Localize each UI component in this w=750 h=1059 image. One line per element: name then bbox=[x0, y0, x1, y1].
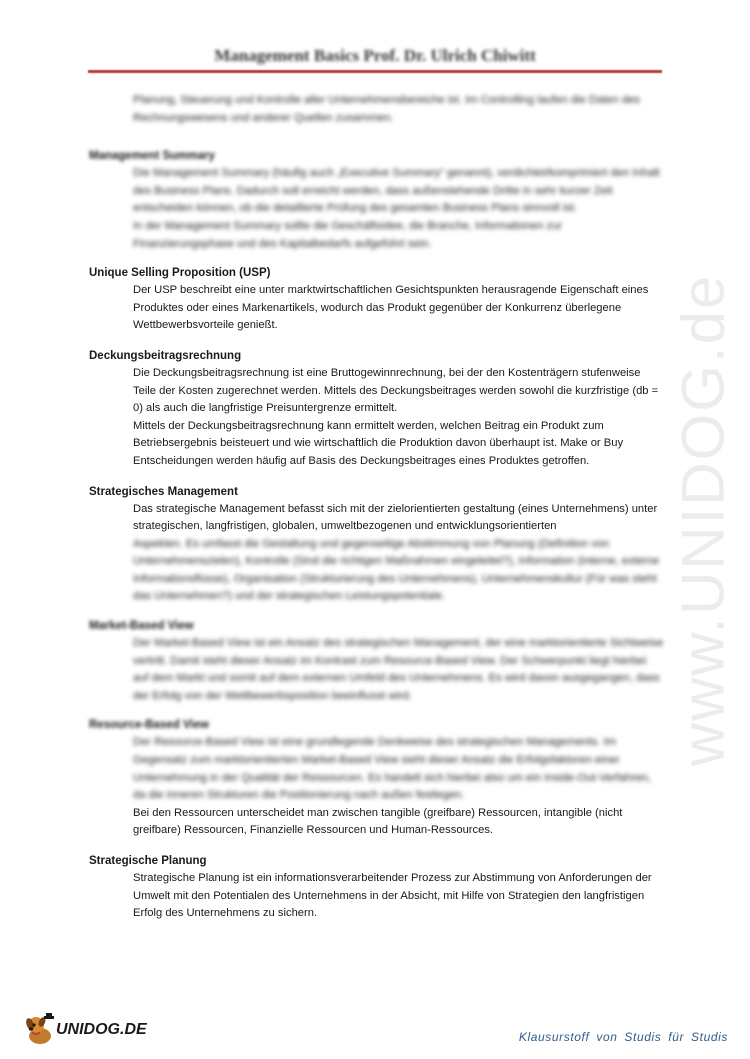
section-heading: Market-Based View bbox=[89, 620, 194, 633]
header-divider bbox=[88, 70, 662, 73]
section-resource-based-view bbox=[89, 717, 664, 840]
page-title: Management Basics Prof. Dr. Ulrich Chiwitt bbox=[214, 46, 536, 65]
dog-icon bbox=[22, 1012, 58, 1048]
document-body bbox=[89, 92, 664, 923]
section-heading: Unique Selling Proposition (USP) bbox=[89, 267, 271, 280]
section-controlling-continuation bbox=[89, 92, 664, 127]
paragraph: Die Deckungsbeitragsrechnung ist eine Bruttogewinnrechnung, bei der den Kostenträgern stufenweise Teile der Kosten zugerechnet werden. Mittels des Deckungsbeitrages werden sowohl die kurzfristige (db = 0) als auch die langfristige Preisuntergrenze ermittelt. bbox=[133, 366, 659, 415]
paragraph: Aspekten. Es umfasst die Gestaltung und gegenseitige Abstimmung von Planung (Definition von Unternehmenszielen), Kontrolle (Sind die richtigen Maßnahmen eingeleitet?), Information (interne, externe Informationsflüsse), Organisation (Strukturierung des Unternehmens), Unternehmenskultur (Für was steht das Unternehmen?) und der strategischen Leistungspotentiale. bbox=[133, 537, 660, 603]
paragraph: Bei den Ressourcen unterscheidet man zwischen tangible (greifbare) Ressourcen, intangible (nicht greifbare) Ressourcen, Finanzielle Ressourcen und Human-Ressources. bbox=[133, 806, 623, 837]
unidog-logo bbox=[22, 1012, 162, 1048]
paragraph: Die Management Summary (häufig auch „Executive Summary“ genannt), verdichtet/komprimiert den Inhalt des Business Plans. Dadurch soll erreicht werden, dass außenstehende Dritte in sehr kurzer Zeit entscheiden können, ob die detaillierte Prüfung des gesamten Business Plans sinnvoll ist. bbox=[133, 167, 660, 215]
section-heading: Strategisches Management bbox=[89, 485, 238, 498]
paragraph: Das strategische Management befasst sich mit der zielorientierten gestaltung (eines Unternehmens) unter strategischen, langfristigen, globalen, umweltbezogenen und entwicklungsorientierten bbox=[133, 502, 658, 533]
paragraph: Mittels der Deckungsbeitragsrechnung kann ermittelt werden, welchen Beitrag ein Produkt zum Betriebsergebnis beisteuert und wie wirtschaftlich die Produktion davon überhaupt ist. Make or Buy Entscheidungen werden häufig auf Basis des Deckungsbeitrages eines Produktes getroffen. bbox=[133, 419, 624, 467]
section-heading: Resource-Based View bbox=[89, 719, 209, 732]
section-market-based-view bbox=[89, 618, 664, 705]
section-heading: Management Summary bbox=[89, 150, 215, 163]
footer-slogan: Klausurstoff von Studis für Studis bbox=[518, 1030, 728, 1044]
section-strategische-planung bbox=[89, 853, 664, 923]
paragraph: Der USP beschreibt eine unter marktwirtschaftlichen Gesichtspunkten herausragende Eigenschaft eines Produktes oder eines Markenartikels, wodurch das Produkt gegenüber der Konkurrenz überlegene Wettbewerbsvorteile genießt. bbox=[133, 284, 649, 332]
section-management-summary bbox=[89, 148, 664, 253]
section-strategisches-management bbox=[89, 484, 664, 607]
logo-text: UNIDOG.DE bbox=[56, 1021, 147, 1038]
paragraph: Planung, Steuerung und Kontrolle aller Unternehmensbereiche ist. Im Controlling laufen die Daten des Rechnungswesens und anderer Quellen zusammen. bbox=[133, 94, 640, 124]
section-heading: Deckungsbeitragsrechnung bbox=[89, 349, 242, 362]
paragraph: Der Market-Based View ist ein Ansatz des strategischen Management, der eine marktorientierte Sichtweise vertritt. Damit steht dieser Ansatz im Kontrast zum Resource-Based View. Der Schwerpunkt liegt hierbei auf dem Markt und somit auf dem externen Umfeld des Unternehmens. Es wird davon ausgegangen, dass der Erfolg von der Wettbewerbsposition beeinflusst wird. bbox=[133, 637, 664, 702]
section-usp bbox=[89, 265, 664, 335]
paragraph: In der Management Summary sollte die Geschäftsidee, die Branche, Informationen zur Finanzierungsphase und des Kapitalbedarfs aufgeführt sein. bbox=[133, 219, 563, 250]
watermark-text: www.UNIDOG.de bbox=[669, 273, 737, 767]
section-heading: Strategische Planung bbox=[89, 855, 207, 867]
paragraph: Der Resource-Based View ist eine grundlegende Denkweise des strategischen Managements. Im Gegensatz zum marktorientierten Market-Based View sieht dieser Ansatz die Erfolgsfaktoren einer Unternehmung in der Qualität der Ressourcen. Es handelt sich hierbei also um ein Inside-Out-Verfahren, da die inneren Strukturen die Positionierung nach außen festlegen. bbox=[133, 736, 652, 802]
section-deckungsbeitragsrechnung bbox=[89, 348, 664, 471]
paragraph: Strategische Planung ist ein informationsverarbeitender Prozess zur Abstimmung von Anforderungen der Umwelt mit den Potentialen des Unternehmens in der Absicht, mit Hilfe von Strategien den langfristigen Erfolg des Unternehmens zu sichern. bbox=[133, 872, 652, 920]
